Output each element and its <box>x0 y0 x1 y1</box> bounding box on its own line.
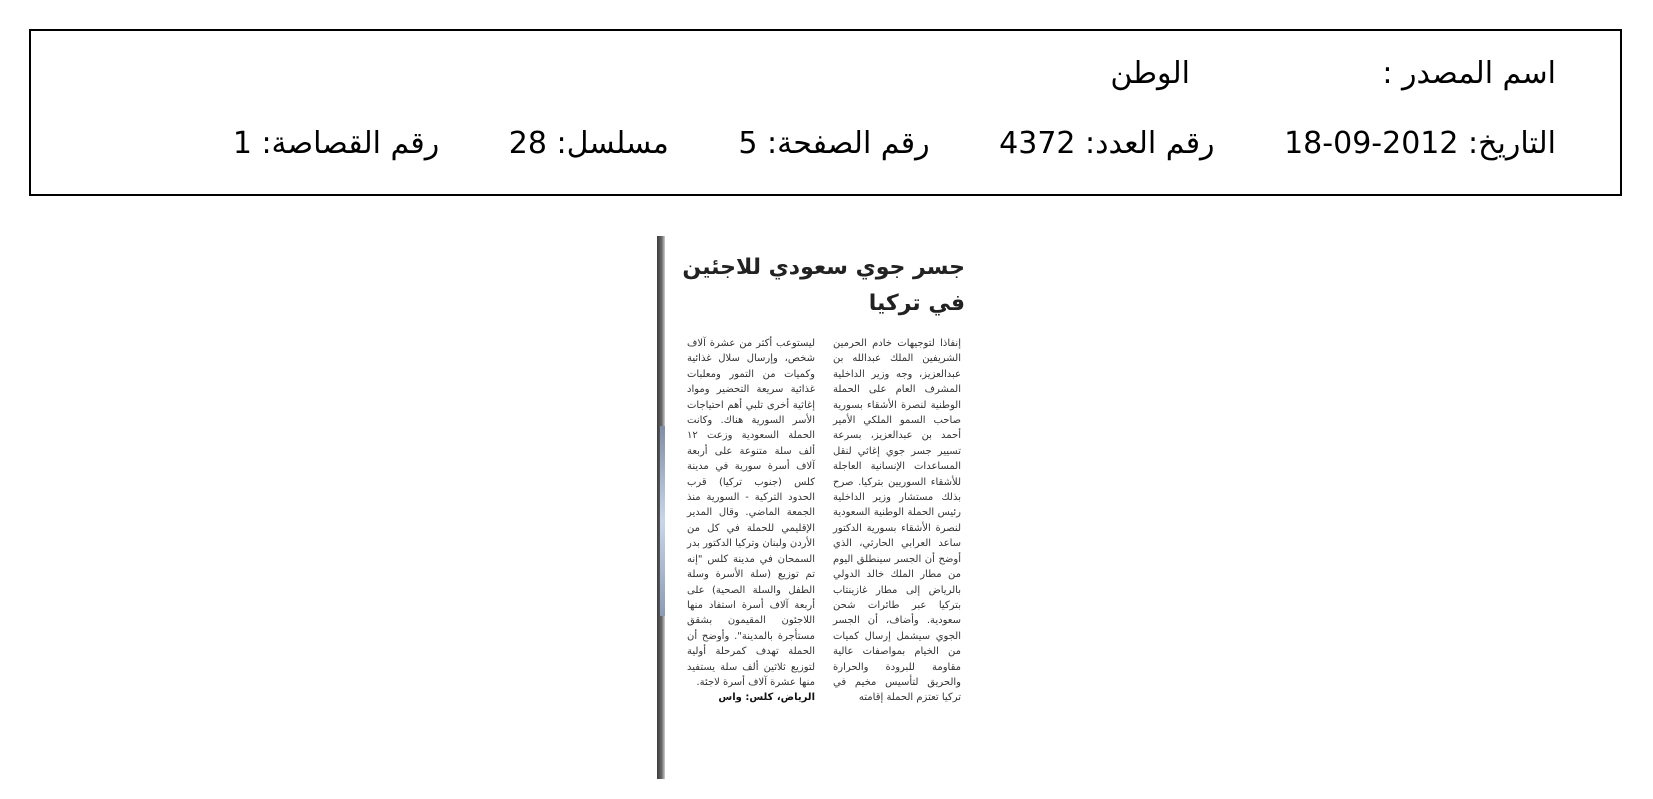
article-dateline: الرياض، كلس: واس <box>718 692 815 704</box>
article-headline: جسر جوي سعودي للاجئين في تركيا <box>682 255 965 316</box>
article-column-left <box>687 336 815 706</box>
date-field: التاريخ: 2012-09-18 <box>1284 126 1556 161</box>
source-label: اسم المصدر : <box>1382 56 1556 91</box>
article-column-left-text: ليستوعب أكثر من عشرة آلاف شخص، وإرسال سلال غذائية وكميات من التمور ومعلبات غذائية سريعة التحضير ومواد إغاثية أخرى تلبي أهم احتياجات الأسر السورية هناك. وكانت الحملة السعودية وزعت ١٢ ألف سلة متنوعة على أربعة آلاف أسرة سورية في مدينة كلس (جنوب تركيا) قرب الحدود التركية - السورية منذ الجمعة الماضي. وقال المدير الإقليمي للحملة في كل من الأردن ولبنان وتركيا الدكتور بدر السمحان في مدينة كلس "إنه تم توزيع (سلة الأسرة وسلة الطفل والسلة الصحية) على أربعة آلاف أسرة استفاد منها اللاجئون المقيمون بشقق مستأجرة بالمدينة". وأوضح أن الحملة تهدف كمرحلة أولية لتوزيع ثلاثين ألف سلة يستفيد منها عشرة آلاف أسرة لاجئة. <box>687 338 815 688</box>
clipping-edge <box>657 236 665 779</box>
clip-number-field: رقم القصاصة: 1 <box>232 126 440 161</box>
serial-field: مسلسل: 28 <box>508 126 669 161</box>
source-value: الوطن <box>1110 56 1190 91</box>
source-info-box <box>29 29 1622 196</box>
newspaper-clipping <box>657 236 973 779</box>
issue-number-field: رقم العدد: 4372 <box>999 126 1215 161</box>
metadata-line <box>233 127 1556 161</box>
page-number-field: رقم الصفحة: 5 <box>738 126 930 161</box>
article-column-right: إنفاذا لتوجيهات خادم الحرمين الشريفين الملك عبدالله بن عبدالعزيز، وجه وزير الداخلية المشرف العام على الحملة الوطنية لنصرة الأشقاء بسورية صاحب السمو الملكي الأمير أحمد بن عبدالعزيز، بسرعة تسيير جسر جوي إغاثي لنقل المساعدات الإنسانية العاجلة للأشقاء السوريين بتركيا. صرح بذلك مستشار وزير الداخلية رئيس الحملة الوطنية السعودية لنصرة الأشقاء بسورية الدكتور ساعد العرابي الحارثي، الذي أوضح أن الجسر سينطلق اليوم من مطار الملك خالد الدولي بالرياض إلى مطار غازينتاب بتركيا عبر طائرات شحن سعودية. وأضاف، أن الجسر الجوي سيشمل إرسال كميات من الخيام بمواصفات عالية مقاومة للبرودة والحرارة والحريق لتأسيس مخيم في تركيا تعتزم الحملة إقامته <box>833 338 961 704</box>
